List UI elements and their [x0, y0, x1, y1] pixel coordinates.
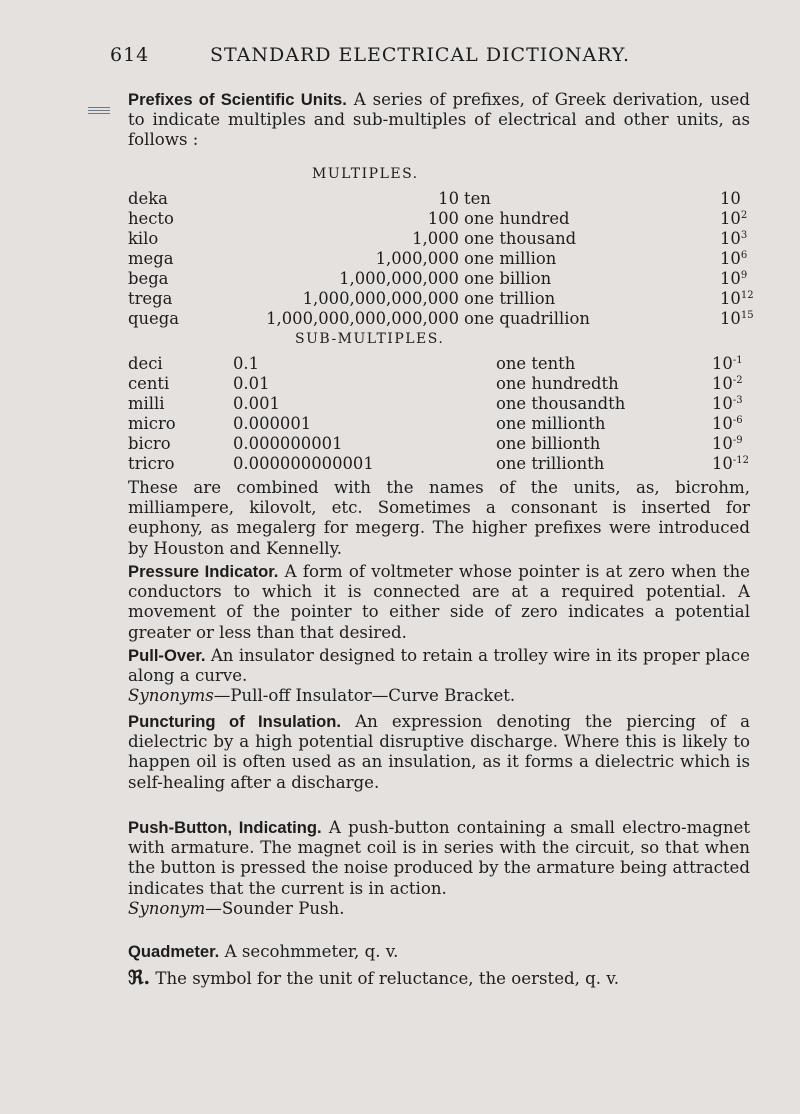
- prefix-words: one trillion: [464, 289, 556, 308]
- entry-text: A secohmmeter, q. v.: [224, 942, 399, 961]
- prefix-name: trega: [128, 289, 173, 308]
- prefix-name: bicro: [128, 434, 171, 453]
- table-row: [0, 289, 800, 309]
- power-base: 10: [712, 454, 733, 473]
- entry-pressure-indicator: [128, 562, 750, 643]
- prefix-words: one billion: [464, 269, 552, 288]
- power-exponent: 6: [740, 250, 748, 261]
- power-exponent: 12: [740, 290, 754, 301]
- running-title: STANDARD ELECTRICAL DICTIONARY.: [210, 44, 631, 66]
- prefix-power: [712, 454, 749, 474]
- prefix-words: one hundredth: [496, 374, 619, 393]
- entry-term: Pressure Indicator.: [128, 562, 279, 581]
- prefix-words: one thousand: [464, 229, 577, 248]
- entry-prefixes: [128, 90, 750, 151]
- power-exponent: -3: [732, 395, 743, 406]
- prefix-value: 0.000000001: [233, 434, 343, 453]
- table-row: [0, 309, 800, 329]
- page-number: 614: [110, 44, 150, 66]
- prefix-value: 0.1: [233, 354, 260, 373]
- table-row: [0, 209, 800, 229]
- prefix-power: [720, 289, 754, 309]
- entry-text: An insulator designed to retain a trolley wire in its proper place along a curve.: [128, 646, 751, 686]
- power-base: 10: [712, 394, 733, 413]
- prefix-name: centi: [128, 374, 170, 393]
- power-exponent: -1: [732, 355, 743, 366]
- prefix-power: [720, 309, 754, 329]
- table-row: [0, 229, 800, 249]
- entry-text: A push-button containing a small electro-magnet with armature. The magnet coil is in series with the circuit, so that when the button is pressed the noise produced by the armature being attracted indicates that the current is in action.: [128, 818, 751, 898]
- entry-term: Quadmeter.: [128, 942, 220, 961]
- prefixes-note: These are combined with the names of the units, as, bicrohm, milliampere, kilovolt, etc. Sometimes a consonant is inserted for euphony, as megalerg for megerg. The higher prefixes were introduced by Houston and Kennelly.: [128, 478, 750, 558]
- table-row: [0, 269, 800, 289]
- power-base: 10: [712, 414, 733, 433]
- entry-r-symbol: [128, 968, 750, 989]
- prefix-words: one million: [464, 249, 557, 268]
- power-exponent: -9: [732, 435, 743, 446]
- prefix-power: [720, 249, 747, 269]
- power-base: 10: [712, 434, 733, 453]
- prefix-power: [720, 189, 741, 209]
- prefix-name: micro: [128, 414, 176, 433]
- prefix-words: one trillionth: [496, 454, 605, 473]
- multiples-caption: MULTIPLES.: [312, 166, 419, 182]
- entry-text: An expression denoting the piercing of a dielectric by a high potential disruptive discharge. Where this is likely to happen oil is often used as an insulation, as it forms a dielectric which is self-healing after a discharge.: [128, 712, 750, 792]
- power-exponent: 15: [740, 310, 754, 321]
- prefix-value: 1,000,000,000,000: [302, 289, 459, 308]
- power-base: 10: [720, 269, 741, 288]
- prefix-name: hecto: [128, 209, 174, 228]
- table-row: [0, 189, 800, 209]
- synonyms-text: —Sounder Push.: [205, 898, 345, 918]
- prefix-words: one millionth: [496, 414, 606, 433]
- table-row: [0, 394, 800, 414]
- power-base: 10: [720, 229, 741, 248]
- running-head: [110, 44, 750, 66]
- prefix-name: bega: [128, 269, 169, 288]
- prefix-value: 0.001: [233, 394, 280, 413]
- prefix-power: [720, 209, 747, 229]
- power-exponent: 3: [740, 230, 748, 241]
- entry-push-button: [128, 818, 750, 919]
- entry-text: The symbol for the unit of reluctance, the oersted, q. v.: [155, 969, 620, 988]
- table-row: [0, 354, 800, 374]
- prefix-value: 0.000000000001: [233, 454, 374, 473]
- entry-pull-over: [128, 646, 750, 707]
- prefix-value: 1,000,000,000: [339, 269, 459, 288]
- prefix-power: [712, 374, 743, 394]
- prefix-name: kilo: [128, 229, 159, 248]
- entry-text: A series of prefixes, of Greek derivation, used to indicate multiples and sub-multiples of electrical and other units, as follows :: [128, 90, 750, 150]
- entry-term: Push-Button, Indicating.: [128, 818, 322, 837]
- prefix-value: 0.000001: [233, 414, 312, 433]
- entry-term: Prefixes of Scientific Units.: [128, 90, 347, 109]
- prefix-name: mega: [128, 249, 174, 268]
- entry-term: Puncturing of Insulation.: [128, 712, 342, 731]
- prefix-value: 100: [427, 209, 459, 228]
- prefix-words: ten: [464, 189, 491, 208]
- margin-mark: [88, 107, 110, 117]
- table-row: [0, 454, 800, 474]
- power-exponent: -12: [732, 455, 749, 466]
- table-row: [0, 249, 800, 269]
- prefix-power: [712, 434, 743, 454]
- entry-text: A form of voltmeter whose pointer is at zero when the conductors to which it is connected are at a required potential. A movement of the pointer to either side of zero indicates a potential greater or less than that desired.: [128, 562, 750, 642]
- power-exponent: 2: [740, 210, 748, 221]
- prefix-value: 1,000,000: [375, 249, 459, 268]
- prefix-power: [712, 414, 743, 434]
- prefix-power: [712, 394, 743, 414]
- synonyms-label: Synonyms: [128, 686, 214, 706]
- prefix-words: one tenth: [496, 354, 576, 373]
- power-base: 10: [720, 249, 741, 268]
- power-base: 10: [712, 374, 733, 393]
- prefix-value: 0.01: [233, 374, 270, 393]
- prefix-name: deka: [128, 189, 168, 208]
- prefix-value: 10: [438, 189, 459, 208]
- prefix-name: deci: [128, 354, 163, 373]
- prefix-words: one thousandth: [496, 394, 626, 413]
- prefix-value: 1,000: [412, 229, 459, 248]
- entry-quadmeter: [128, 942, 750, 962]
- synonyms-label: Synonym: [128, 898, 206, 918]
- prefix-value: 1,000,000,000,000,000: [266, 309, 459, 328]
- power-base: 10: [712, 354, 733, 373]
- table-row: [0, 374, 800, 394]
- prefix-words: one quadrillion: [464, 309, 590, 328]
- entry-term: Pull-Over.: [128, 646, 206, 665]
- power-base: 10: [720, 209, 741, 228]
- power-exponent: -2: [732, 375, 743, 386]
- power-base: 10: [720, 309, 741, 328]
- table-row: [0, 434, 800, 454]
- prefix-name: milli: [128, 394, 165, 413]
- submultiples-caption: SUB-MULTIPLES.: [295, 331, 445, 347]
- table-row: [0, 414, 800, 434]
- power-base: 10: [720, 289, 741, 308]
- power-base: 10: [720, 189, 741, 208]
- power-exponent: 9: [740, 270, 748, 281]
- power-exponent: -6: [732, 415, 743, 426]
- synonyms-text: —Pull-off Insulator—Curve Bracket.: [213, 686, 516, 706]
- prefix-power: [720, 229, 747, 249]
- prefix-words: one hundred: [464, 209, 570, 228]
- prefix-name: tricro: [128, 454, 175, 473]
- prefix-power: [712, 354, 743, 374]
- prefix-name: quega: [128, 309, 180, 328]
- prefix-power: [720, 269, 747, 289]
- reluctance-symbol: ℜ.: [128, 967, 151, 989]
- prefix-words: one billionth: [496, 434, 601, 453]
- entry-puncturing: [128, 712, 750, 793]
